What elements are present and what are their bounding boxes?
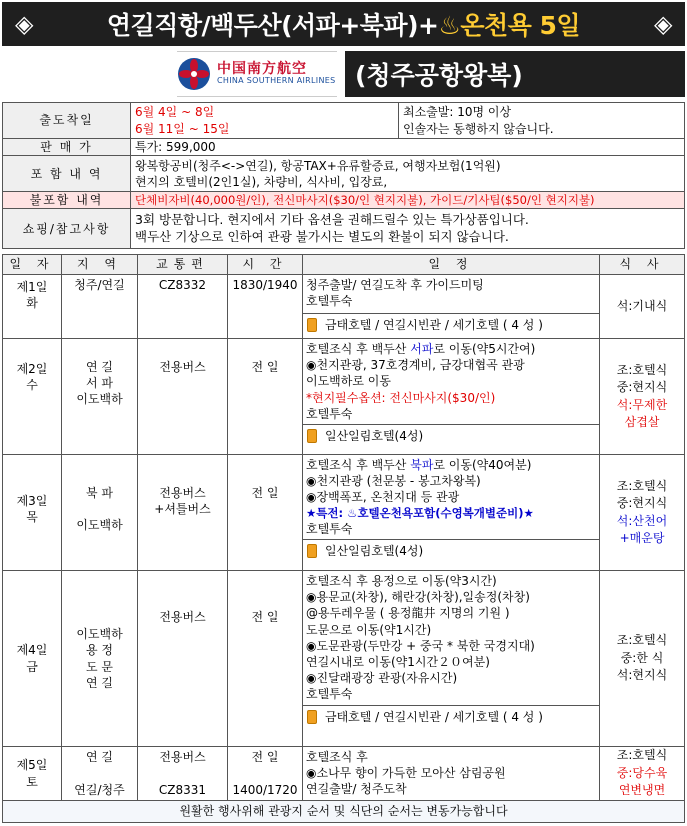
departure-label: 출도착일: [3, 103, 131, 139]
meal-line: 석:산천어: [616, 513, 668, 528]
meal-line: 중:현지식: [616, 380, 668, 395]
itinerary-cell: [303, 747, 600, 801]
hotel-name: 금태호텔 / 연길시빈관 / 세기호텔 ( 4 성 ): [325, 318, 543, 333]
meal-cell: [600, 571, 685, 747]
region-line: 도 문: [86, 659, 113, 674]
itinerary-text: 호텔조식 후 백두산: [306, 458, 411, 472]
transport-line: CZ8331: [158, 782, 207, 797]
day-cell: [3, 339, 62, 455]
region-line: 용 정: [86, 643, 113, 658]
itinerary-line: 도문으로 이동(약1시간): [306, 622, 432, 637]
diamond-icon: ◈: [654, 10, 672, 38]
hotel-name: 일산일림호텔(4성): [325, 544, 424, 559]
info-table: [2, 102, 685, 249]
region-line: 이도백하: [76, 627, 123, 642]
itinerary-text: 로 이동(약5시간여): [433, 342, 536, 356]
itinerary-cell: [303, 571, 600, 747]
header-time: 시 간: [228, 255, 303, 275]
exclude-value: 단체비자비(40,000원/인), 전신마사지($30/인 현지지불), 가이드/기사팁($50/인 현지지불): [131, 192, 685, 209]
meal-line: 중:한 식: [620, 650, 664, 665]
itinerary-text: 호텔조식 후 백두산: [306, 342, 411, 356]
sub-banner: [2, 48, 685, 100]
itinerary-line: ◉도문관광(두만강 + 중국 * 북한 국경지대): [306, 638, 535, 653]
itinerary-line: 호텔투숙: [306, 294, 353, 309]
day-1-row: [3, 275, 685, 339]
transport-cell: [138, 747, 228, 801]
page-title: [38, 6, 649, 42]
region-line: 연 길: [86, 360, 113, 374]
meal-line: 조:호텔식: [616, 478, 668, 493]
hotel-row: [303, 705, 599, 727]
header-meal: 식 사: [600, 255, 685, 275]
day-number: 제5일: [16, 758, 48, 773]
transport-cell: 전용버스: [138, 339, 228, 455]
itinerary-line: 연길출발/ 청주도착: [306, 782, 407, 797]
airline-name-en: CHINA SOUTHERN AIRLINES: [217, 76, 336, 86]
itinerary-line: ◉천지관광 (천문봉 - 봉고차왕복): [306, 474, 481, 489]
region-cell: [62, 339, 138, 455]
day-2-row: [3, 339, 685, 455]
region-cell: [62, 747, 138, 801]
itinerary-cell: [303, 455, 600, 571]
day-4-row: [3, 571, 685, 747]
meal-line: 조:호텔식: [616, 748, 668, 763]
footer-row: [3, 801, 685, 823]
departure-date-2: 6월 11일 ~ 15일: [135, 121, 230, 136]
hotel-icon: [307, 429, 317, 443]
day-3-row: [3, 455, 685, 571]
hotel-name: 일산일림호텔(4성): [325, 428, 424, 443]
itinerary-line: 호텔조식 후 용정으로 이동(약3시간): [306, 574, 497, 588]
day-cell: [3, 455, 62, 571]
exclude-label: 불포함 내역: [3, 192, 131, 209]
include-label: 포 함 내 역: [3, 156, 131, 192]
meal-line: 석:무제한: [616, 397, 668, 412]
region-highlight: 북파: [410, 458, 434, 472]
header-itinerary: 일 정: [303, 255, 600, 275]
meal-line: +매운탕: [619, 530, 665, 545]
hotel-icon: [307, 318, 317, 332]
day-of-week: 수: [26, 378, 38, 393]
day-of-week: 화: [26, 296, 38, 311]
itinerary-line: ◉진달래광장 관광(자유시간): [306, 671, 458, 686]
hot-spring-icon: ♨: [438, 11, 461, 40]
itinerary-line: 호텔투숙: [306, 522, 353, 537]
day-of-week: 토: [26, 774, 38, 789]
schedule-table: [2, 254, 685, 823]
title-banner: [2, 2, 685, 46]
transport-line: 전용버스: [159, 486, 206, 500]
include-value: [131, 156, 685, 192]
region-cell: [62, 455, 138, 571]
region-line: 서 파: [86, 376, 113, 391]
header-region: 지 역: [62, 255, 138, 275]
day-number: 제1일: [16, 280, 48, 294]
meal-cell: 석:기내식: [600, 275, 685, 339]
time-cell: 1830/1940: [228, 275, 303, 339]
itinerary-line: 호텔투숙: [306, 687, 353, 702]
airline-logo: [177, 51, 337, 97]
itinerary-cell: [303, 275, 600, 339]
transport-cell: CZ8332: [138, 275, 228, 339]
day-5-row: [3, 747, 685, 801]
departure-date-1: 6월 4일 ~ 8일: [135, 105, 215, 120]
hotel-icon: [307, 710, 317, 724]
meal-line: 중:현지식: [616, 496, 668, 511]
title-main: 연길직항/백두산(서파+북파)+: [106, 11, 439, 40]
meal-line: 삼겹살: [624, 414, 660, 429]
time-cell: 전 일: [228, 339, 303, 455]
guide-note: 인솔자는 동행하지 않습니다.: [403, 121, 554, 136]
kapok-flower-icon: [177, 57, 211, 91]
itinerary-line: 호텔조식 후: [306, 750, 368, 764]
day-cell: [3, 571, 62, 747]
itinerary-line: 이도백하로 이동: [306, 374, 391, 389]
itinerary-line: @용두레우물 ( 용정龍井 지명의 기원 ): [306, 606, 510, 621]
meal-line: 조:호텔식: [616, 633, 668, 648]
time-cell: 전 일: [228, 455, 303, 571]
time-line: 전 일: [251, 750, 279, 765]
meal-cell: [600, 339, 685, 455]
region-cell: 청주/연길: [62, 275, 138, 339]
min-people-cell: [399, 103, 685, 139]
region-highlight: 서파: [410, 342, 434, 356]
region-line: 연 길: [86, 750, 113, 765]
meal-line: 조:호텔식: [616, 362, 668, 377]
shopping-line-1: 3회 방문합니다. 현지에서 기타 옵션을 권해드릴수 있는 특가상품입니다.: [135, 212, 529, 227]
day-number: 제2일: [16, 362, 48, 376]
include-line-1: 왕복항공비(청주<->연길), 항공TAX+유류할증료, 여행자보험(1억원): [135, 158, 501, 173]
region-line: 북 파: [86, 486, 113, 500]
meal-line: 연변냉면: [618, 783, 666, 798]
price-value: 특가: 599,000: [131, 139, 685, 156]
region-line: 연 길: [86, 675, 113, 690]
region-line: 연길/청주: [74, 782, 125, 797]
day-cell: [3, 275, 62, 339]
itinerary-line: [306, 457, 596, 473]
transport-cell: [138, 455, 228, 571]
airport-banner: (청주공항왕복): [345, 51, 685, 97]
transport-cell: 전용버스: [138, 571, 228, 747]
itinerary-line: [306, 341, 596, 357]
time-line: 1400/1720: [232, 782, 298, 797]
day-cell: [3, 747, 62, 801]
shopping-label: 쇼핑/참고사항: [3, 209, 131, 249]
optional-tour-note: *현지필수옵션: 전신마사지($30/인): [306, 390, 496, 405]
transport-line: +셔틀버스: [154, 502, 211, 517]
time-cell: [228, 747, 303, 801]
hotel-row: [303, 539, 599, 561]
itinerary-text: 로 이동(약40여분): [433, 458, 532, 472]
day-number: 제3일: [16, 494, 48, 508]
departure-dates: [131, 103, 399, 139]
region-line: 이도백하: [76, 392, 123, 407]
shopping-value: [131, 209, 685, 249]
meal-cell: [600, 455, 685, 571]
shopping-line-2: 백두산 기상으로 인하여 관광 불가시는 별도의 환불이 되지 않습니다.: [135, 228, 509, 244]
airline-name-cn: 中国南方航空: [217, 60, 307, 77]
title-accent: 온천욕 5일: [460, 11, 581, 40]
day-of-week: 목: [26, 510, 38, 525]
special-benefit-note: ★특전: ♨호텔온천욕포함(수영복개별준비)★: [306, 505, 534, 520]
day-of-week: 금: [26, 659, 38, 674]
hotel-row: [303, 313, 599, 335]
hotel-row: [303, 424, 599, 446]
itinerary-line: 연길시내로 이동(약1시간２０여분): [306, 654, 490, 669]
itinerary-line: ◉소나무 향이 가득한 모아산 삼림공원: [306, 766, 506, 781]
diamond-icon: ◈: [15, 10, 33, 38]
transport-line: 전용버스: [159, 750, 206, 765]
meal-line: 중:당수육: [616, 765, 668, 780]
hotel-name: 금태호텔 / 연길시빈관 / 세기호텔 ( 4 성 ): [325, 709, 543, 724]
region-line: 이도백하: [76, 518, 123, 533]
time-cell: 전 일: [228, 571, 303, 747]
itinerary-line: ◉장백폭포, 온천지대 등 관광: [306, 490, 460, 505]
hotel-icon: [307, 544, 317, 558]
region-cell: [62, 571, 138, 747]
header-day: 일 자: [3, 255, 62, 275]
min-people: 최소출발: 10명 이상: [403, 105, 512, 120]
itinerary-line: ◉용문교(차창), 해란강(차창),일송정(차창): [306, 590, 530, 605]
itinerary-line: ◉천지관광, 37호경계비, 금강대협곡 관광: [306, 358, 525, 373]
day-number: 제4일: [16, 643, 48, 658]
price-label: 판 매 가: [3, 139, 131, 156]
schedule-footnote: 원활한 행사위해 관광지 순서 및 식단의 순서는 변동가능합니다: [3, 801, 685, 823]
itinerary-line: 호텔투숙: [306, 406, 353, 421]
meal-cell: [600, 747, 685, 801]
include-line-2: 현지의 호텔비(2인1실), 차량비, 식사비, 입장료,: [135, 174, 388, 189]
header-transport: 교통편: [138, 255, 228, 275]
meal-line: 석:현지식: [616, 668, 668, 683]
itinerary-line: 청주출발/ 연길도착 후 가이드미팅: [306, 278, 484, 292]
itinerary-cell: [303, 339, 600, 455]
